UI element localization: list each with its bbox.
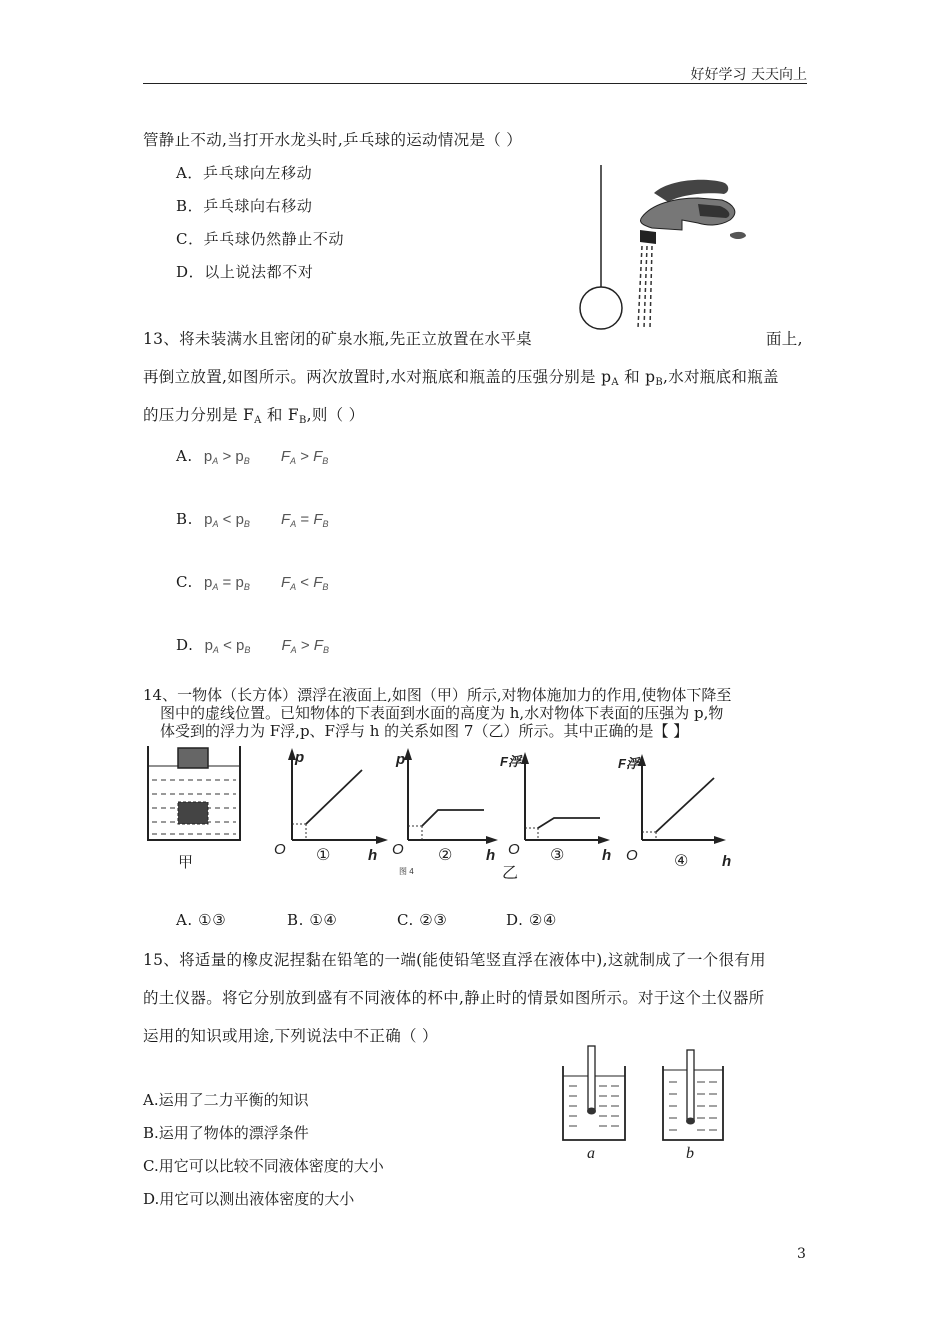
clay-a [587, 1108, 596, 1115]
graph-2 [404, 748, 498, 844]
container-jia [148, 746, 240, 840]
q15-option-b: B.运用了物体的漂浮条件 [143, 1124, 309, 1142]
q13-option-c: C. $p_A = p_B$ $F_A < F_B$ [176, 573, 329, 592]
q15-option-d: D.用它可以测出液体密度的大小 [143, 1190, 355, 1208]
submerged-block [178, 802, 208, 824]
pencil-b [687, 1050, 694, 1120]
label-fig4: 图 4 [399, 867, 414, 876]
q14-line1: 14、一物体（长方体）漂浮在液面上,如图（甲）所示,对物体施加力的作用,使物体下降至 [143, 686, 732, 704]
graph-3-origin: O [508, 841, 520, 858]
q15-option-a: A.运用了二力平衡的知识 [143, 1091, 309, 1109]
header-rule [143, 83, 807, 84]
graph-3-number: ③ [550, 845, 565, 864]
graph-4-origin: O [626, 847, 638, 864]
q15-line3: 运用的知识或用途,下列说法中不正确（ ） [143, 1027, 438, 1045]
q15-line2: 的土仪器。将它分别放到盛有不同液体的杯中,静止时的情景如图所示。对于这个土仪器所 [143, 989, 765, 1007]
pencil-a [588, 1046, 595, 1110]
water-stream [638, 246, 652, 328]
q14-option-b: B. ①④ [287, 911, 338, 929]
ping-pong-ball [580, 287, 622, 329]
q13-option-b: B. $p_A < p_B$ $F_A = F_B$ [176, 510, 329, 529]
floating-block [178, 748, 208, 768]
q14-option-a: A. ①③ [176, 911, 227, 929]
graph-4-xlabel: h [722, 853, 732, 870]
graph-1-xlabel: h [368, 847, 378, 864]
q14-figure [140, 742, 740, 882]
q15-option-c: C.用它可以比较不同液体密度的大小 [143, 1157, 384, 1175]
q14-line3: 体受到的浮力为 F浮,p、F浮与 h 的关系如图 7（乙）所示。其中正确的是【 】 [160, 722, 689, 740]
graph-4-ylabel: F浮 [618, 756, 639, 771]
q13-option-d: D. $p_A < p_B$ $F_A > F_B$ [176, 636, 329, 655]
beaker-a [563, 1046, 625, 1140]
page-number: 3 [797, 1246, 806, 1262]
q14-option-c: C. ②③ [397, 911, 448, 929]
q13-line1-left: 13、将未装满水且密闭的矿泉水瓶,先正立放置在水平桌 [143, 330, 532, 348]
header-text: 好好学习 天天向上 [690, 67, 807, 83]
graph-2-xlabel: h [486, 847, 496, 864]
q13-line1-right: 面上, [766, 330, 803, 348]
faucet-icon [640, 180, 746, 244]
graph-4-number: ④ [674, 851, 689, 870]
q13-option-a: A. $p_A > p_B$ $F_A > F_B$ [176, 447, 329, 466]
graph-2-number: ② [438, 845, 453, 864]
graph-1-ylabel: p [295, 749, 305, 766]
faucet-ball-figure [570, 160, 780, 335]
q13-line2: 再倒立放置,如图所示。两次放置时,水对瓶底和瓶盖的压强分别是 $p_A$ 和 $p_B$,水对瓶底和瓶盖 [143, 368, 779, 388]
q15-line1: 15、将适量的橡皮泥捏黏在铅笔的一端(能使铅笔竖直浮在液体中),这就制成了一个很有用 [143, 951, 766, 969]
q12-option-a: A．乒乓球向左移动 [176, 164, 313, 182]
graph-4 [638, 754, 726, 844]
graph-2-ylabel: p [396, 751, 406, 768]
graph-3-xlabel: h [602, 847, 612, 864]
q13-line3: 的压力分别是 $F_A$ 和 $F_B$,则（ ） [143, 406, 365, 426]
label-b: b [686, 1145, 694, 1162]
label-jia: 甲 [178, 853, 194, 871]
q15-figure [555, 1040, 735, 1165]
q14-line2: 图中的虚线位置。已知物体的下表面到水面的高度为 h,水对物体下表面的压强为 p,物 [160, 704, 724, 722]
beaker-b [663, 1050, 723, 1140]
label-a: a [587, 1145, 595, 1162]
q12-stem: 管静止不动,当打开水龙头时,乒乓球的运动情况是（ ） [143, 131, 523, 149]
q12-option-b: B．乒乓球向右移动 [176, 197, 313, 215]
q14-option-d: D. ②④ [506, 911, 557, 929]
graph-2-origin: O [392, 841, 404, 858]
graph-1-origin: O [274, 841, 286, 858]
q12-option-c: C．乒乓球仍然静止不动 [176, 230, 345, 248]
clay-b [686, 1118, 695, 1125]
label-yi: 乙 [502, 863, 519, 882]
graph-3 [521, 752, 610, 844]
q12-option-d: D．以上说法都不对 [176, 263, 314, 281]
graph-1-number: ① [316, 845, 331, 864]
graph-3-ylabel: F浮 [500, 754, 521, 769]
